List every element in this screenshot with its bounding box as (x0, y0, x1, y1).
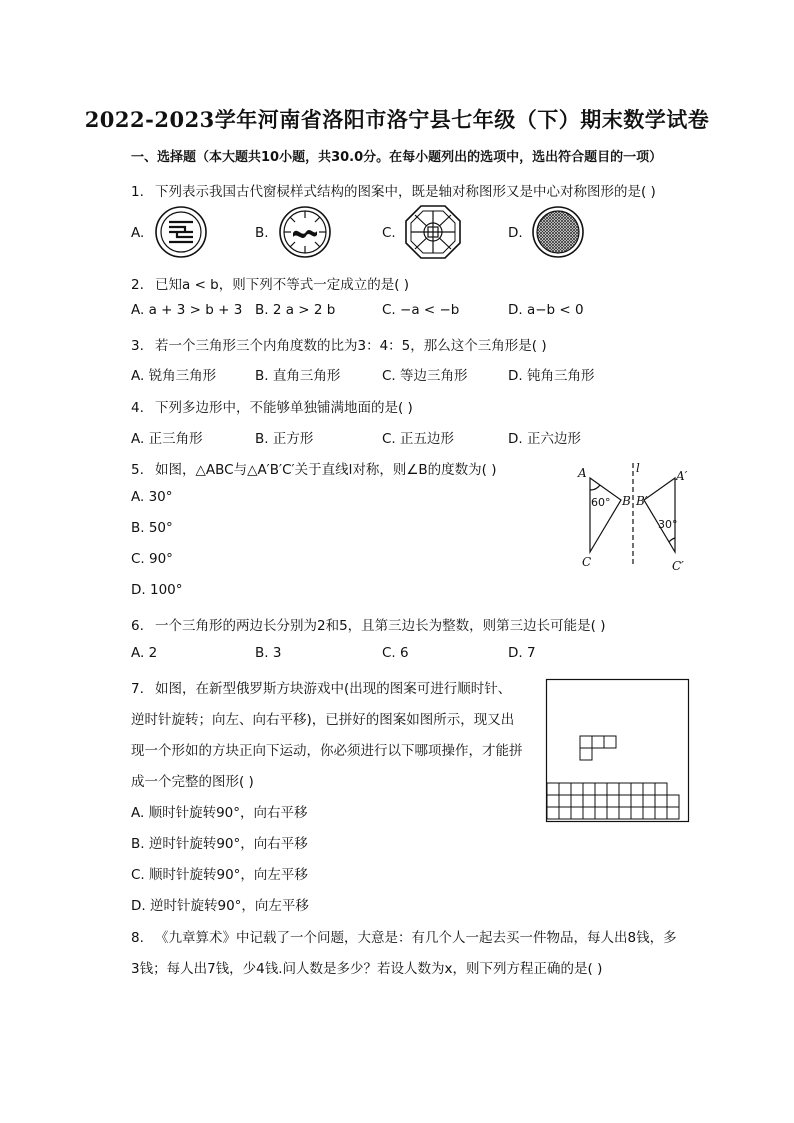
window-pattern-a (155, 206, 207, 258)
question-4 (131, 396, 413, 416)
question-2 (131, 273, 409, 293)
option-3a: A. 锐角三角形 (131, 368, 217, 384)
option-2b: B. 2 a > 2 b (255, 302, 336, 318)
question-text: 下列表示我国古代窗棂样式结构的图案中，既是轴对称图形又是中心对称图形的是( ) (155, 184, 656, 200)
option-3b: B. 直角三角形 (255, 368, 341, 384)
option-3d: D. 钝角三角形 (508, 368, 595, 384)
question-number: 6. (131, 618, 144, 634)
question-text-line-4: 成一个完整的图形( ) (131, 774, 254, 790)
option-7c: C. 顺时针旋转90°，向左平移 (131, 867, 308, 883)
option-6b: B. 3 (255, 645, 282, 661)
question-number: 3. (131, 338, 144, 354)
window-pattern-d (532, 206, 584, 258)
tetris-figure (546, 679, 690, 823)
option-1a: A. (131, 225, 145, 241)
label-l: l (636, 461, 640, 475)
question-5 (131, 458, 497, 478)
question-number: 1. (131, 184, 144, 200)
question-text: 如图，△ABC与△A′B′C′关于直线l对称，则∠B的度数为( ) (155, 462, 497, 478)
question-text: 若一个三角形三个内角度数的比为3：4：5，那么这个三角形是( ) (155, 338, 547, 354)
option-2a: A. a + 3 > b + 3 (131, 302, 243, 318)
option-5c: C. 90° (131, 551, 173, 567)
question-number: 8. (131, 930, 144, 946)
question-7 (131, 677, 511, 697)
option-2c: C. −a < −b (382, 302, 460, 318)
question-text: 已知a < b，则下列不等式一定成立的是( ) (155, 277, 410, 293)
option-7b: B. 逆时针旋转90°，向右平移 (131, 836, 308, 852)
window-pattern-c (405, 205, 461, 259)
option-4c: C. 正五边形 (382, 431, 455, 447)
section-heading: 一、选择题（本大题共10小题，共30.0分。在每小题列出的选项中，选出符合题目的一项） (131, 150, 663, 165)
label-b: B (622, 494, 631, 508)
option-4d: D. 正六边形 (508, 431, 581, 447)
question-6 (131, 614, 606, 634)
question-8 (131, 926, 677, 946)
option-6a: A. 2 (131, 645, 158, 661)
option-7d: D. 逆时针旋转90°，向左平移 (131, 898, 309, 914)
question-3 (131, 334, 547, 354)
angle-60: 60° (591, 496, 611, 509)
label-c: C (582, 555, 592, 569)
window-pattern-b (279, 206, 331, 258)
page-title: 2022-2023学年河南省洛阳市洛宁县七年级（下）期末数学试卷 (84, 107, 710, 132)
option-1c: C. (382, 225, 396, 241)
question-text-line-1: 《九章算术》中记载了一个问题，大意是：有几个人一起去买一件物品，每人出8钱，多 (155, 930, 677, 946)
label-a-prime: A′ (676, 469, 688, 483)
question-number: 7. (131, 681, 144, 697)
option-6d: D. 7 (508, 645, 536, 661)
angle-30: 30° (658, 518, 678, 531)
symmetry-figure (572, 460, 702, 575)
label-a: A (578, 466, 587, 480)
option-6c: C. 6 (382, 645, 409, 661)
label-b-prime: B′ (636, 494, 648, 508)
option-4b: B. 正方形 (255, 431, 314, 447)
option-1d: D. (508, 225, 523, 241)
question-number: 5. (131, 462, 144, 478)
label-c-prime: C′ (672, 559, 684, 573)
question-number: 4. (131, 400, 144, 416)
question-text: 下列多边形中，不能够单独铺满地面的是( ) (155, 400, 413, 416)
option-1b: B. (255, 225, 269, 241)
question-text: 一个三角形的两边长分别为2和5，且第三边长为整数，则第三边长可能是( ) (155, 618, 606, 634)
question-number: 2. (131, 277, 144, 293)
option-7a: A. 顺时针旋转90°，向右平移 (131, 805, 308, 821)
option-5a: A. 30° (131, 489, 173, 505)
question-1 (131, 180, 656, 200)
option-5d: D. 100° (131, 582, 183, 598)
question-text-line-2: 3钱；每人出7钱，少4钱.问人数是多少？若设人数为x，则下列方程正确的是( ) (131, 961, 603, 977)
option-2d: D. a−b < 0 (508, 302, 584, 318)
option-3c: C. 等边三角形 (382, 368, 468, 384)
option-5b: B. 50° (131, 520, 173, 536)
option-4a: A. 正三角形 (131, 431, 203, 447)
question-text-line-3: 现一个形如的方块正向下运动，你必须进行以下哪项操作，才能拼 (131, 743, 523, 759)
question-text-line-1: 如图，在新型俄罗斯方块游戏中(出现的图案可进行顺时针、 (155, 681, 512, 697)
question-text-line-2: 逆时针旋转；向左、向右平移)，已拼好的图案如图所示，现又出 (131, 712, 515, 728)
